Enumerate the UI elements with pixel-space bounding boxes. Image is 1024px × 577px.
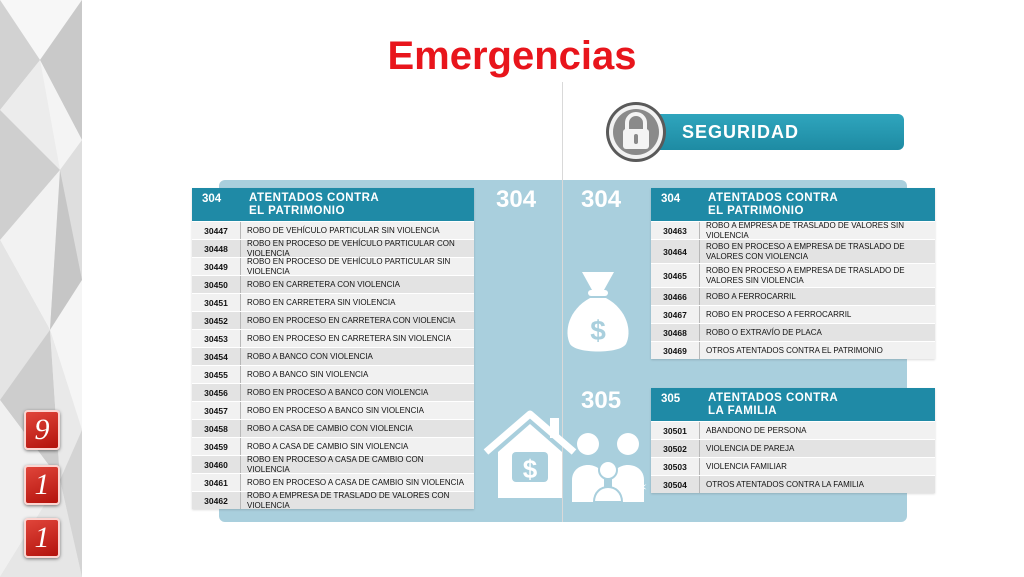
row-code: 30504	[651, 476, 700, 493]
table-row	[192, 455, 474, 473]
table-row	[192, 311, 474, 329]
table-header-code: 305	[661, 393, 681, 405]
row-description: OTROS ATENTADOS CONTRA EL PATRIMONIO	[706, 345, 883, 355]
row-description: ROBO EN PROCESO EN CARRETERA CON VIOLENCIA	[247, 315, 456, 325]
table-header-title-line1: ATENTADOS CONTRA	[249, 192, 380, 204]
row-code: 30452	[192, 312, 241, 329]
row-code: 30501	[651, 422, 700, 439]
table-body	[651, 421, 935, 493]
row-code: 30503	[651, 458, 700, 475]
table-row	[192, 419, 474, 437]
row-code: 30462	[192, 492, 241, 509]
lock-icon	[604, 100, 668, 164]
table-header	[651, 188, 935, 221]
row-description: ROBO EN PROCESO A BANCO CON VIOLENCIA	[247, 387, 429, 397]
table-row	[651, 221, 935, 239]
row-description: ROBO O EXTRAVÍO DE PLACA	[706, 327, 822, 337]
table-row	[192, 221, 474, 239]
table-row	[192, 437, 474, 455]
row-description: ROBO EN PROCESO A BANCO SIN VIOLENCIA	[247, 405, 424, 415]
right-panel-number-bottom: 305	[581, 387, 622, 414]
row-code: 30465	[651, 264, 700, 287]
table-header-title	[708, 392, 838, 418]
table-row	[192, 365, 474, 383]
svg-text:$: $	[590, 315, 606, 346]
row-code: 30458	[192, 420, 241, 437]
row-code: 30468	[651, 324, 700, 341]
row-description: ROBO EN PROCESO A EMPRESA DE TRASLADO DE VALORES CON VIOLENCIA	[706, 241, 905, 261]
table-patrimonio-left	[192, 188, 474, 509]
table-header	[192, 188, 474, 221]
table-row	[651, 287, 935, 305]
seguridad-label: SEGURIDAD	[682, 122, 800, 142]
table-row	[192, 473, 474, 491]
row-description: ROBO A EMPRESA DE TRASLADO DE VALORES CON VIOLENCIA	[247, 490, 450, 510]
table-header-title-line2: EL PATRIMONIO	[708, 205, 804, 217]
row-code: 30464	[651, 240, 700, 263]
row-description: ROBO A CASA DE CAMBIO CON VIOLENCIA	[247, 423, 413, 433]
row-code: 30459	[192, 438, 241, 455]
row-description: ROBO EN PROCESO A CASA DE CAMBIO CON VIOLENCIA	[247, 454, 424, 474]
table-header	[651, 388, 935, 421]
row-code: 30466	[651, 288, 700, 305]
table-row	[192, 347, 474, 365]
row-description: ROBO A EMPRESA DE TRASLADO DE VALORES SIN VIOLENCIA	[706, 220, 904, 240]
row-code: 30469	[651, 342, 700, 359]
table-row	[192, 293, 474, 311]
table-row	[192, 275, 474, 293]
tile-digit-9: 9	[24, 410, 60, 450]
table-row	[192, 491, 474, 509]
table-row	[192, 383, 474, 401]
table-row	[192, 401, 474, 419]
table-row	[651, 239, 935, 263]
page-title: Emergencias	[387, 34, 637, 78]
tile-digit-1-second: 1	[24, 518, 60, 558]
money-bag-icon	[562, 270, 634, 354]
table-header-title-line2: LA FAMILIA	[708, 405, 778, 417]
row-code: 30450	[192, 276, 241, 293]
row-code: 30449	[192, 258, 241, 275]
table-header-code: 304	[661, 193, 681, 205]
row-description: ROBO EN PROCESO DE VEHÍCULO PARTICULAR SIN VIOLENCIA	[247, 256, 451, 276]
table-row	[651, 323, 935, 341]
table-body	[192, 221, 474, 509]
row-description: ROBO EN PROCESO EN CARRETERA SIN VIOLENCIA	[247, 333, 452, 343]
row-code: 30461	[192, 474, 241, 491]
table-row	[651, 475, 935, 493]
row-description: ROBO EN PROCESO A CASA DE CAMBIO SIN VIOLENCIA	[247, 477, 464, 487]
table-header-title-line1: ATENTADOS CONTRA	[708, 192, 839, 204]
row-description: VIOLENCIA FAMILIAR	[706, 461, 787, 471]
left-panel-number: 304	[496, 186, 537, 213]
row-description: ROBO A BANCO SIN VIOLENCIA	[247, 369, 369, 379]
row-code: 30502	[651, 440, 700, 457]
table-row	[192, 257, 474, 275]
row-code: 30454	[192, 348, 241, 365]
table-row	[651, 439, 935, 457]
table-header-title-line2: EL PATRIMONIO	[249, 205, 345, 217]
row-code: 30456	[192, 384, 241, 401]
table-row	[192, 329, 474, 347]
table-header-title	[249, 192, 379, 218]
row-code: 30455	[192, 366, 241, 383]
table-row	[651, 457, 935, 475]
table-body	[651, 221, 935, 359]
row-code: 30463	[651, 222, 700, 239]
row-description: ROBO EN CARRETERA SIN VIOLENCIA	[247, 297, 396, 307]
row-description: OTROS ATENTADOS CONTRA LA FAMILIA	[706, 479, 864, 489]
table-header-title	[708, 192, 838, 218]
row-description: ROBO A FERROCARRIL	[706, 291, 796, 301]
table-header-title-line1: ATENTADOS CONTRA	[708, 392, 839, 404]
row-description: ROBO EN PROCESO DE VEHÍCULO PARTICULAR CON VIOLENCIA	[247, 238, 455, 258]
tile-digit-1-first: 1	[24, 465, 60, 505]
row-code: 30453	[192, 330, 241, 347]
table-row	[651, 341, 935, 359]
row-code: 30451	[192, 294, 241, 311]
table-row	[651, 421, 935, 439]
row-description: ROBO EN PROCESO A FERROCARRIL	[706, 309, 852, 319]
row-code: 30460	[192, 456, 241, 473]
row-description: ROBO EN CARRETERA CON VIOLENCIA	[247, 279, 400, 289]
svg-text:✶: ✶	[636, 479, 648, 495]
table-header-code: 304	[202, 193, 222, 205]
table-row	[651, 263, 935, 287]
row-description: ROBO A CASA DE CAMBIO SIN VIOLENCIA	[247, 441, 409, 451]
row-code: 30448	[192, 240, 241, 257]
table-row	[192, 239, 474, 257]
row-description: ROBO A BANCO CON VIOLENCIA	[247, 351, 373, 361]
row-code: 30447	[192, 222, 241, 239]
house-icon	[482, 408, 578, 500]
svg-text:$: $	[522, 454, 538, 484]
row-description: ROBO EN PROCESO A EMPRESA DE TRASLADO DE VALORES SIN VIOLENCIA	[706, 265, 905, 285]
row-description: VIOLENCIA DE PAREJA	[706, 443, 795, 453]
table-familia	[651, 388, 935, 493]
table-patrimonio-right	[651, 188, 935, 359]
row-code: 30457	[192, 402, 241, 419]
right-panel-number-top: 304	[581, 186, 622, 213]
row-description: ABANDONO DE PERSONA	[706, 425, 807, 435]
row-code: 30467	[651, 306, 700, 323]
row-description: ROBO DE VEHÍCULO PARTICULAR SIN VIOLENCIA	[247, 225, 440, 235]
family-icon	[568, 430, 652, 502]
table-row	[651, 305, 935, 323]
